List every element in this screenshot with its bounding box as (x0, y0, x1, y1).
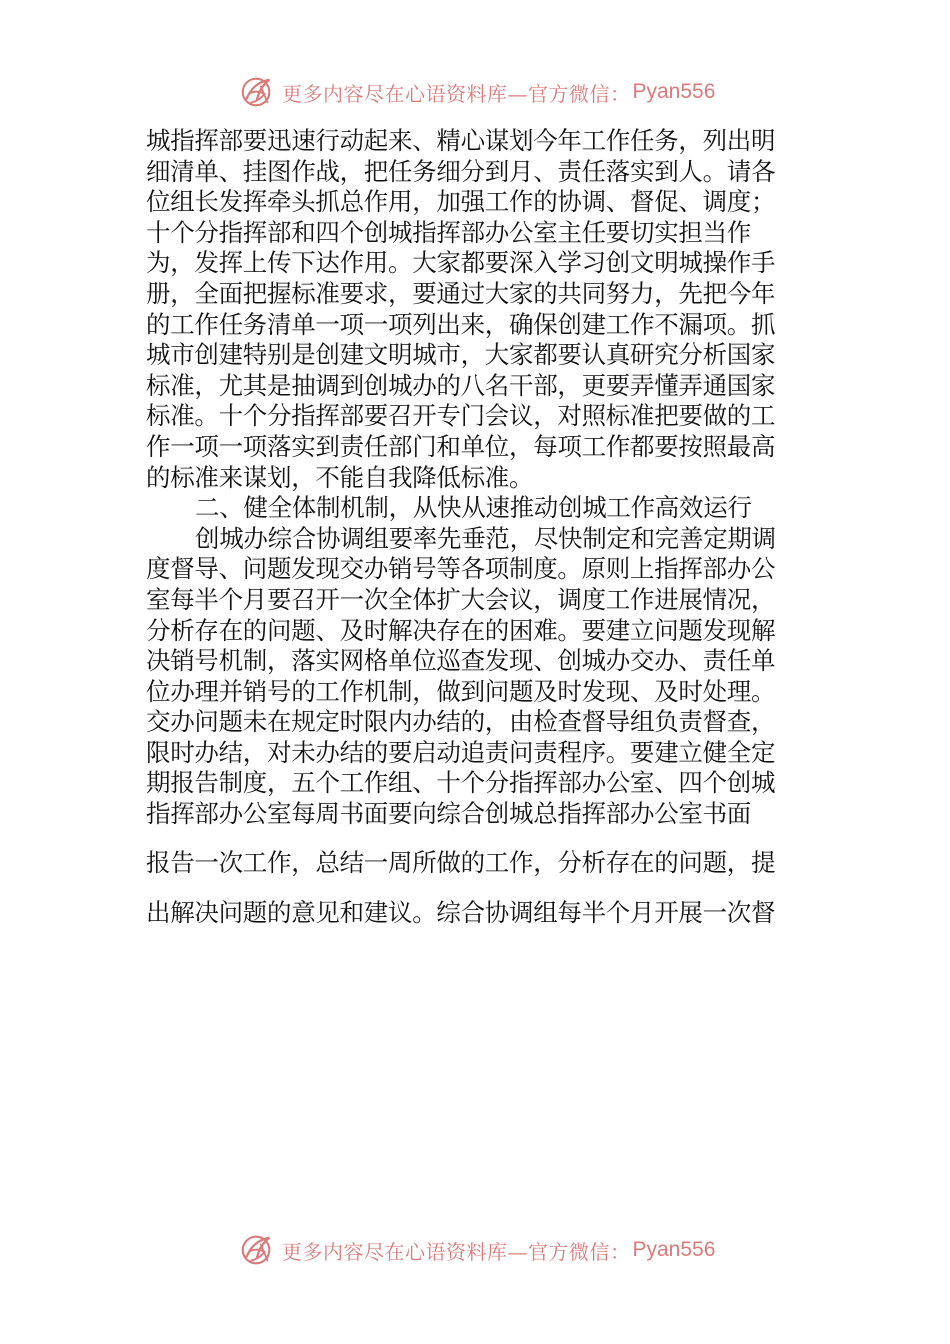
text-line: 标准，尤其是抽调到创城办的八名干部，更要弄懂弄通国家 (146, 370, 776, 400)
text-line: 册，全面把握标准要求，要通过大家的共同努力，先把今年 (146, 278, 776, 308)
text-line: 交办问题未在规定时限内办结的，由检查督导组负责督查， (146, 707, 776, 737)
text-line: 限时办结，对未办结的要启动追责问责程序。要建立健全定 (146, 737, 776, 767)
header-watermark (238, 70, 715, 114)
text-line: 位组长发挥牵头抓总作用，加强工作的协调、督促、调度； (146, 187, 776, 217)
watermark-handle: Pyan556 (632, 80, 716, 103)
text-line: 城市创建特别是创建文明城市，大家都要认真研究分析国家 (146, 340, 776, 370)
signature-logo-icon (238, 1231, 276, 1269)
text-line: 细清单、挂图作战，把任务细分到月、责任落实到人。请各 (146, 156, 776, 186)
text-line: 位办理并销号的工作机制，做到问题及时发现、及时处理。 (146, 676, 776, 706)
text-line: 城指挥部要迅速行动起来、精心谋划今年工作任务，列出明 (146, 126, 776, 155)
text-line: 出解决问题的意见和建议。综合协调组每半个月开展一次督 (146, 898, 776, 928)
text-line: 的工作任务清单一项一项列出来，确保创建工作不漏项。抓 (146, 309, 776, 339)
text-line: 指挥部办公室每周书面要向综合创城总指挥部办公室书面 (146, 799, 751, 829)
section-heading: 二、健全体制机制，从快从速推动创城工作高效运行 (195, 493, 752, 523)
text-line: 为，发挥上传下达作用。大家都要深入学习创文明城操作手 (146, 248, 776, 278)
document-body (146, 126, 810, 929)
signature-logo-icon (238, 73, 276, 111)
watermark-text: 更多内容尽在心语资料库—官方微信： (282, 1239, 631, 1264)
text-line: 作一项一项落实到责任部门和单位，每项工作都要按照最高 (146, 431, 776, 461)
text-line: 报告一次工作，总结一周所做的工作，分析存在的问题，提 (146, 847, 776, 877)
text-line: 十个分指挥部和四个创城指挥部办公室主任要切实担当作 (146, 217, 751, 247)
footer-watermark (238, 1228, 715, 1272)
watermark-text: 更多内容尽在心语资料库—官方微信： (282, 81, 631, 106)
text-line: 分析存在的问题、及时解决存在的困难。要建立问题发现解 (146, 615, 776, 645)
text-line: 度督导、问题发现交办销号等各项制度。原则上指挥部办公 (146, 554, 776, 584)
text-line: 创城办综合协调组要率先垂范，尽快制定和完善定期调 (195, 523, 776, 553)
text-line: 期报告制度，五个工作组、十个分指挥部办公室、四个创城 (146, 768, 776, 798)
text-line: 标准。十个分指挥部要召开专门会议，对照标准把要做的工 (146, 401, 776, 431)
text-line: 的标准来谋划，不能自我降低标准。 (146, 462, 534, 492)
text-line: 决销号机制，落实网格单位巡查发现、创城办交办、责任单 (146, 646, 776, 676)
text-line: 室每半个月要召开一次全体扩大会议，调度工作进展情况， (146, 584, 776, 614)
watermark-handle: Pyan556 (632, 1238, 716, 1261)
